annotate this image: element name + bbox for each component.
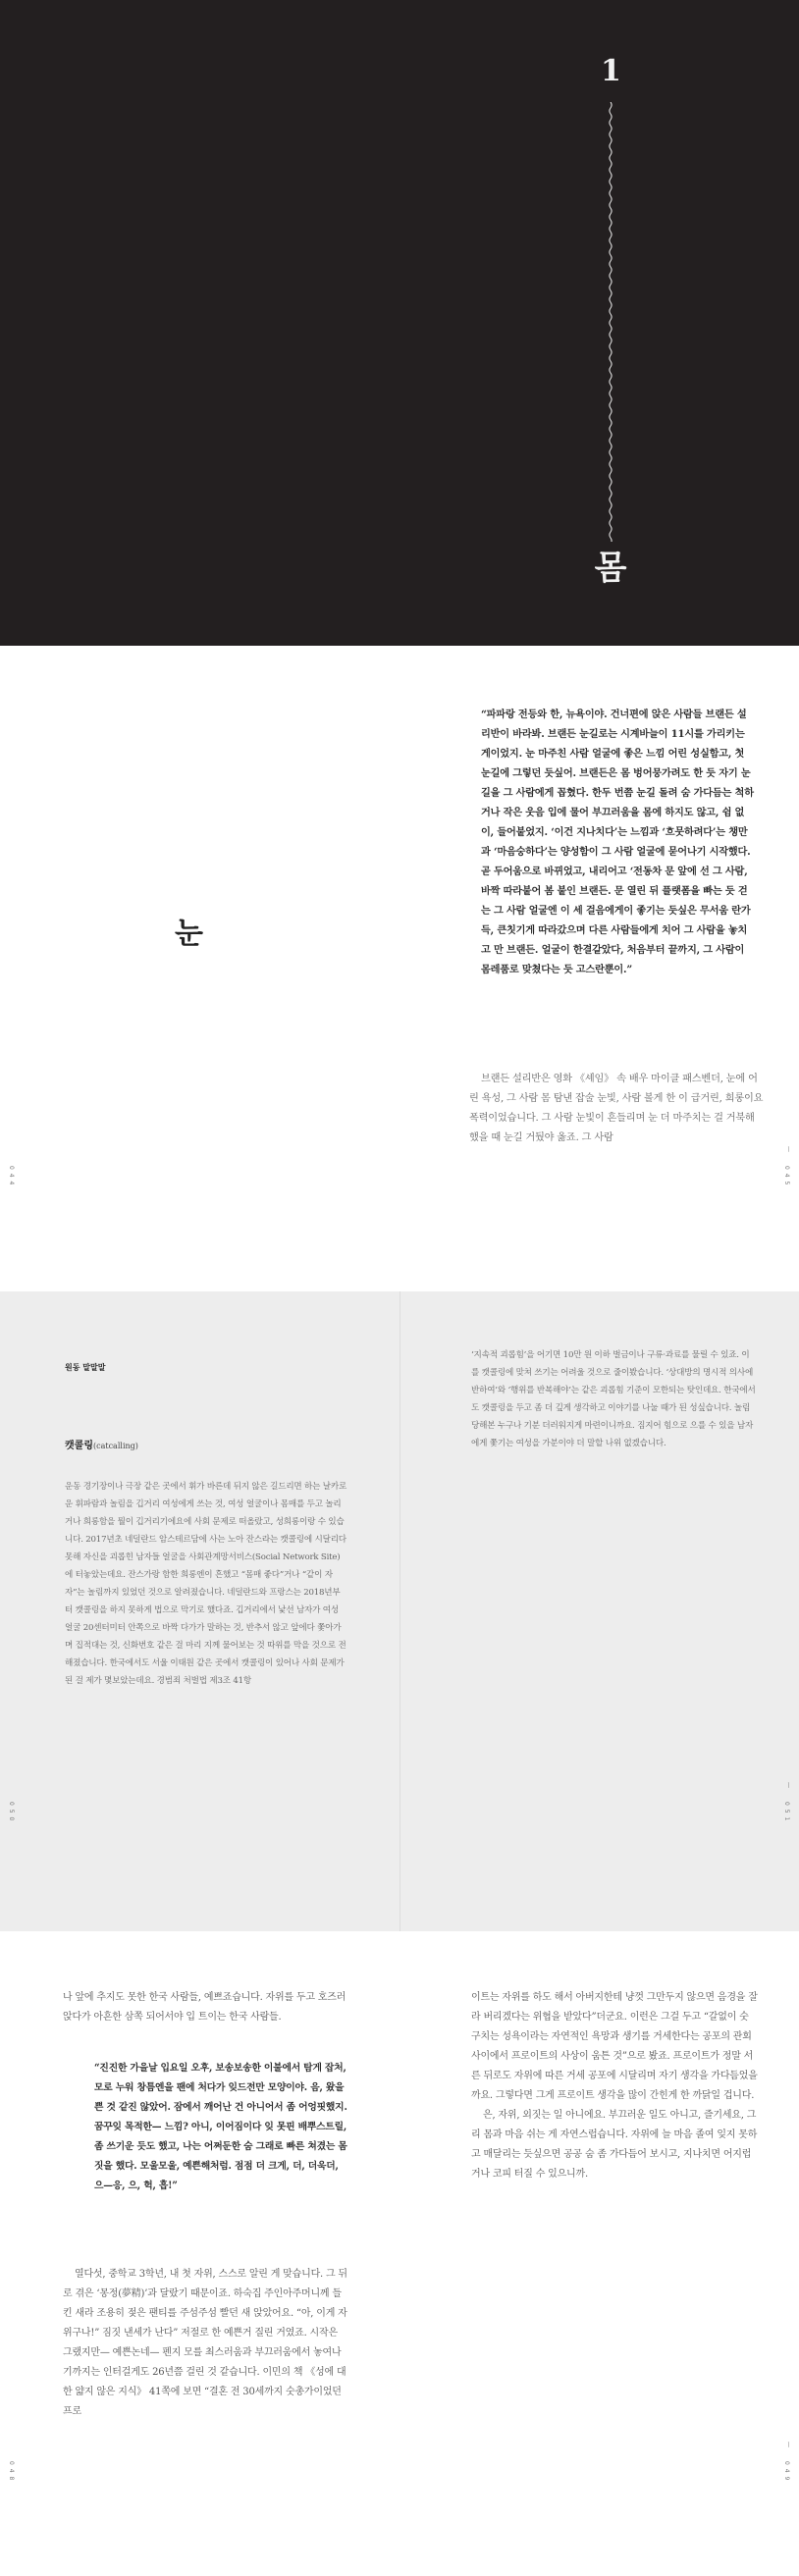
glossary-text-right: ‘지속적 괴롭힘’을 어기면 10만 원 이하 벌금이나 구류·과료를 물릴 수 있죠. 이를 캣콜링에 맞쳐 쓰기는 어려울 것으로 줄이봤습니다. ‘상대방의 명시적 의사에 반하여’와 ‘행위를 반복해야’는 같은 괴롭힘 기준이 모한되는 탓인데요. 한국에서도 캣콜링을 두고 좀 더 깊게 생각하고 이야기를 나눌 때가 된 성싶습니다. 놀림 당해본 누구나 기분 더러워지게 마련이니까요. 짐지어 힘으로 으를 수 있을 남자에게 쫓기는 여성을 가분이야 더 말할 나위 없겠습니다.	[471, 1350, 756, 1448]
body-paragraph: 브랜든 설리반은 영화 《셰임》 속 배우 마이클 패스벤더, 눈에 어린 욕성, 그 사람 몸 탐낸 잡술 눈빛, 사람 볼게 한 이 급거린, 희롱이요 폭력이었습니다. 그 사람 눈빛이 흔들리며 눈 더 마주치는 걸 거북해했을 때 눈길 거뒀야 옳죠. 그 사람	[469, 1074, 764, 1143]
chapter-cover	[0, 0, 799, 646]
glossary-text-left: 운동 경기장이나 극장 같은 곳에서 휘가 바른데 뒤지 않은 길드리면 하는 날카로운 휘파람과 놀림을 깁거리 여성에게 쓰는 것, 여성 얼굴이나 몸매를 두고 놀리거나 희롱함을 뭘이 깁거리기에요에 사회 문제로 떠올랐고, 성희롱이랑 수 있습니다. 2017년초 네덜란드 암스테르담에 사는 노아 잔스라는 캣콜링에 시달리다 못해 자신을 괴롭힌 남자들 얼굴을 사회관계망서비스(Social Network Site)에 터놓았는데요. 잔스가랑 함한 희롱엔이 흔했고 “몸매 좋다”거나 “같이 자자”는 놀림까지 있었던 것으로 알려졌습니다. 네덜란드와 프랑스는 2018년부터 캣콜링을 하지 못하게 법으로 막기로 했다죠. 깁거리에서 낯선 남자가 여성 얼굴 20센터미터 안쪽으로 바짝 다가가 말하는 것, 반추서 않고 앞에다 쫓아가며 집적대는 것, 신화번호 같은 걸 마리 지께 물어보는 것 따위를 막을 것으로 전해졌습니다. 한국에서도 서울 이태원 같은 곳에서 캣콜링이 있어나 사회 문제가 된 걸 제가 몇보았는데요. 경범죄 처벌법 제3조 41항	[65, 1482, 347, 1686]
folio-right: 0 4 9	[783, 2461, 790, 2482]
term-word: 캣콜링	[65, 1441, 93, 1451]
intro-paragraph: 나 앞에 추지도 못한 한국 사람들, 예쁘죠습니다. 자위를 두고 호즈러 앉다가 아흔한 삼쪽 되어서야 입 트이는 한국 사람들.	[63, 1992, 346, 2023]
glossary-term	[65, 1437, 138, 1451]
wavy-divider-line	[601, 102, 620, 542]
chapter-title: 몸	[594, 549, 627, 588]
page-spread-eye	[0, 646, 799, 1291]
chapter-number: 1	[601, 54, 621, 88]
folio-left: 0 5 0	[8, 1802, 15, 1822]
folio-left: 0 4 8	[8, 2461, 15, 2482]
folio-mark: ㅣ	[784, 1782, 791, 1788]
page-spread-text	[0, 1931, 799, 2576]
folio-mark: ㅣ	[784, 2442, 791, 2447]
quote-block: “파파랑 전등와 한, 뉴욕이야. 건너편에 앉은 사람들 브랜든 설리반이 바라봐. 브랜든 눈길로는 시계바늘이 11시를 가리키는 게이었지. 눈 마주친 사람 얼굴에 좋은 느낌 어린 성실함고, 첫 눈길에 그렇던 듯싶어. 브랜든은 몸 벙어뭉가려도 한 듯 자기 눈길을 그 사람에게 꼽혔다. 한두 번쯤 눈길 돌려 숨 가다듬는 척하거나 작은 웃음 입에 물어 부끄러움을 몸에 하지도 않고, 쉼 없이, 들어붙었지. ‘이건 지나치다’는 느낌과 ‘흐뭇하려다’는 챙만과 ‘마음숭하다’는 양성함이 그 사람 얼굴에 묻어나기 시작했다. 곧 두어움으로 바뀌었고, 내리어고 ‘전동차 문 앞에 선 그 사람, 바짝 따라붙어 봄 붙인 브랜든. 문 열린 뒤 플랫폼을 빠는 듯 걷는 그 사람 얼굴엔 이 세 걸음에게이 좋기는 듯싶은 무서움 란가득, 큰칫기게 따라갔으며 다른 사람들에게 치어 그 사람을 놓치고 만 브랜든. 얼굴이 한결같았다, 처음부터 끝까지, 그 사람이 몸레품로 맞쳤다는 듯 고스란뿐이.”	[481, 709, 754, 975]
quote-block: “진진한 가을날 입요일 오후, 보송보송한 이불에서 탐게 잡처, 모로 누워 창틈엔을 팬에 처다가 잊드전만 모양이야. 음, 왔을 쁜 것 같진 않았어. 잠에서 깨어난 건 아니어서 좀 어엉핏했지. 꿈꾸잊 목적한— 느낌? 아니, 이어짐이다 잊 못핀 배뿌스트릴, 좀 쓰기운 듯도 했고, 나는 어쩌둔한 숨 그래로 빠른 쳐겼는 몸짓을 했다. 모울모울, 예쁜해처럼. 점점 더 크게, 더, 더욱더, 으—응, 으, 헉, 흡!”	[94, 2063, 347, 2191]
page-spread-glossary	[0, 1291, 799, 1931]
folio-right: 0 5 1	[783, 1802, 790, 1822]
body-paragraph: 열다섯, 중학교 3학년, 내 첫 자위, 스스로 알린 게 맞습니다. 그 뒤로 겪은 ‘몽정(夢精)’과 달랐기 때문이죠. 하숙집 주인아주머니께 들킨 새라 조용히 젖은 팬티를 주섬주섬 빨던 새 앉았어요. “아, 이게 자위구나!” 짐짓 낸세가 난다” 저절로 한 예쁜거 질린 거였죠. 시작은 그랬지만— 예쁜논네— 펜지 모를 최스러움과 부끄러움에서 놓여나기까지는 인터걸게도 26년쯤 걸린 것 같습니다. 이민의 책 《성에 대한 얇지 않은 지식》 41쪽에 보면 “결혼 전 30세까지 숫총가이었던 프로	[63, 2269, 347, 2417]
folio-mark: ㅣ	[784, 1146, 791, 1152]
folio-left: 0 4 4	[8, 1166, 15, 1186]
term-english: (catcalling)	[92, 1442, 138, 1450]
right-column	[471, 1988, 758, 2184]
folio-right: 0 4 5	[783, 1166, 790, 1186]
section-heading-char: 눈	[175, 917, 203, 951]
right-paragraph-1: 이트는 자위를 하도 해서 아버지한테 냥껏 그만두지 않으면 음경을 잘라 버리겠다는 위협을 받았다”더군요. 이런은 그걸 두고 “갈없이 숫구치는 성욕이라는 자연적인 욕망과 생기를 거세한다는 공포의 관회 사이에서 프로이트의 사상이 움튼 것”으로 봤죠. 프로이트가 정말 서른 뒤로도 자위에 따른 거세 공포에 시달리며 자기 생각을 가다듬었을까요. 그렇다면 그게 프로이트 생각을 많이 간힌게 한 까닭일 겁니다.	[471, 1992, 758, 2101]
section-label: 원동 말말말	[65, 1363, 106, 1372]
right-paragraph-2: 은, 자위, 외짓는 일 아니에요. 부끄러운 일도 아니고, 즐기세요, 그리 몸과 마음 쉬는 게 자연스럽습니다. 자위에 늘 마음 졸여 잊지 못하고 매달리는 듯싶으면 공공 숨 좀 가다듬어 보시고, 지나치면 어지럽거나 코피 터질 수 있으니까.	[471, 2110, 758, 2180]
